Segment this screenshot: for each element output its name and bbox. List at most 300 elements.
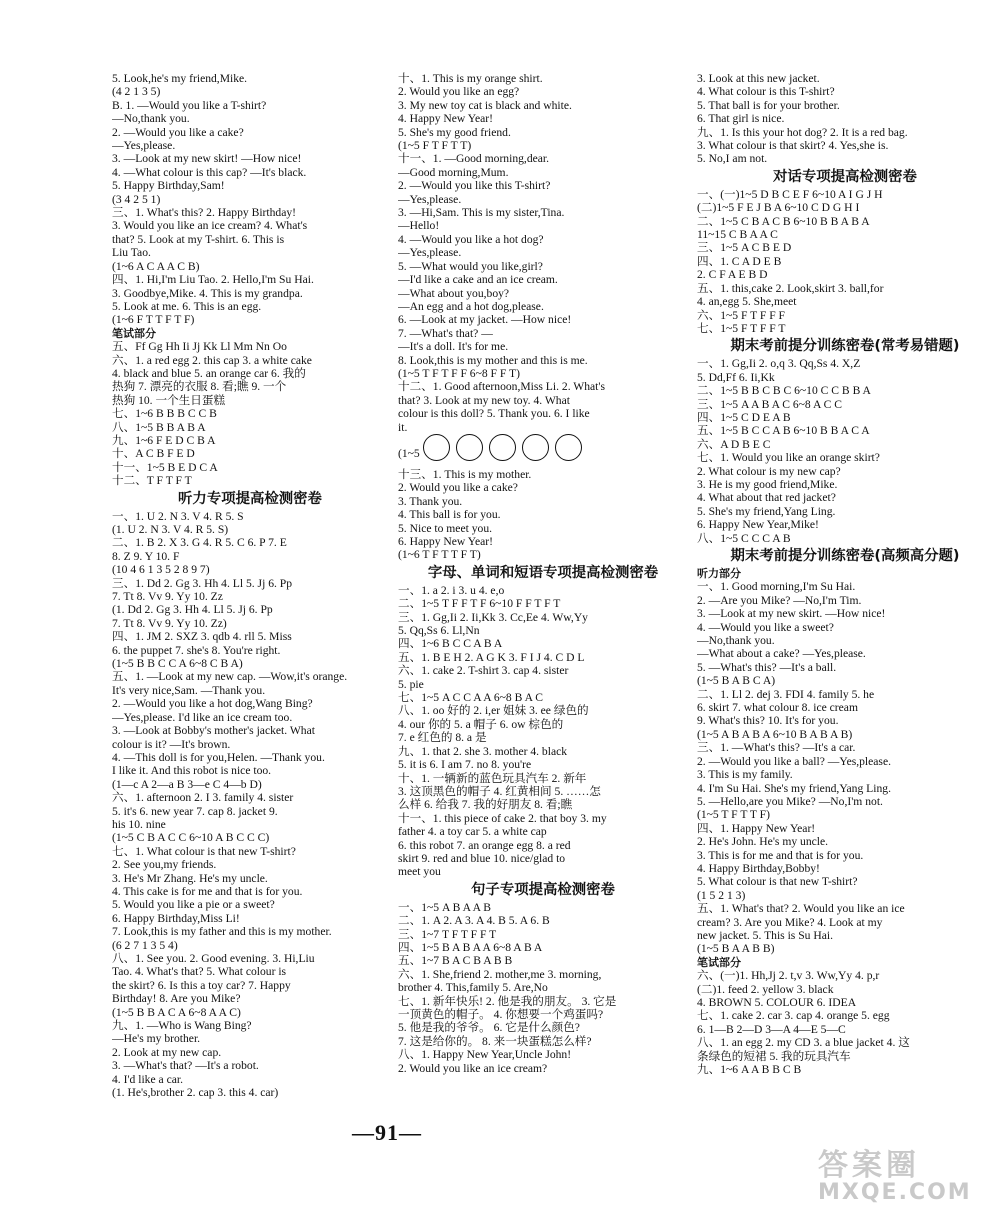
answer-line xyxy=(697,295,993,308)
answer-line xyxy=(112,845,388,858)
answer-text: 6. —Look at my jacket. —How nice! xyxy=(398,313,572,327)
answer-line xyxy=(112,711,388,724)
answer-text: it. xyxy=(398,420,408,434)
answer-line xyxy=(398,421,688,434)
answer-line xyxy=(697,228,993,241)
answer-text: 7. Tt 8. Vv 9. Yy 10. Zz) xyxy=(112,616,227,630)
answer-line xyxy=(697,1063,993,1076)
answer-line xyxy=(112,603,388,616)
answer-line xyxy=(697,398,993,411)
answer-text: —Yes,please. xyxy=(398,192,462,206)
answer-line xyxy=(398,981,688,994)
answer-line xyxy=(112,644,388,657)
answer-line xyxy=(112,630,388,643)
answer-line xyxy=(697,902,993,915)
answer-text: (1~6 A C A A C B) xyxy=(112,259,200,273)
answer-text: 4. What colour is this T-shirt? xyxy=(697,85,835,99)
answer-line xyxy=(398,179,688,192)
answer-text: —I'd like a cake and an ice cream. xyxy=(398,273,558,287)
answer-line xyxy=(697,929,993,942)
answer-line xyxy=(112,657,388,670)
answer-line xyxy=(112,563,388,576)
answer-text: 9. What's this? 10. It's for you. xyxy=(697,714,839,728)
answer-line xyxy=(398,206,688,219)
answer-text: 6. Happy New Year! xyxy=(398,535,493,548)
answer-line xyxy=(112,550,388,563)
answer-text: 二、1. B 2. X 3. G 4. R 5. C 6. P 7. E xyxy=(112,536,287,550)
answer-text: 五、1. What's that? 2. Would you like an ice xyxy=(697,902,905,916)
answer-line xyxy=(112,1006,388,1019)
answer-text: 二、1~5 T F F T F 6~10 F F T F T xyxy=(398,597,561,611)
answer-line xyxy=(398,495,688,508)
answer-line xyxy=(112,287,388,300)
answer-text: (1. He's,brother 2. cap 3. this 4. car) xyxy=(112,1086,279,1100)
answer-line xyxy=(398,1021,688,1034)
answer-text: 期末考前提分训练密卷(高频高分题) xyxy=(730,548,960,564)
answer-line xyxy=(398,941,688,954)
answer-text: 句子专项提高检测密卷 xyxy=(471,881,615,898)
answer-text: 3. Thank you. xyxy=(398,494,463,508)
section-heading xyxy=(398,879,688,901)
answer-text: 4. I'm Su Hai. She's my friend,Yang Ling. xyxy=(697,781,891,795)
answer-line xyxy=(112,354,388,367)
answer-text: (1~5 A B A B A 6~10 B A B A B) xyxy=(697,727,853,741)
answer-line xyxy=(112,380,388,393)
answer-text: 3. What colour is that skirt? 4. Yes,she is. xyxy=(697,139,889,153)
answer-text: 8. Z 9. Y 10. F xyxy=(112,549,180,563)
answer-line xyxy=(112,510,388,523)
answer-line xyxy=(697,532,993,545)
answer-line xyxy=(697,282,993,295)
answer-line xyxy=(398,367,688,380)
answer-text: 7. —What's that? — xyxy=(398,326,493,340)
answer-text: 一、1. Gg,Ii 2. o,q 3. Qq,Ss 4. X,Z xyxy=(697,357,861,371)
answer-text: 三、1~5 A A B A C 6~8 A C C xyxy=(697,397,842,411)
answer-line xyxy=(112,1046,388,1059)
answer-line xyxy=(398,745,688,758)
answer-text: —No,thank you. xyxy=(697,634,775,648)
answer-text: 二、1~5 C B A C B 6~10 B B A B A xyxy=(697,214,870,228)
answer-text: 2. See you,my friends. xyxy=(112,858,217,872)
answer-line xyxy=(697,438,993,451)
answer-text: 5. pie xyxy=(398,677,424,691)
answer-line xyxy=(112,166,388,179)
answer-line xyxy=(697,728,993,741)
answer-text: 2. He's John. He's my uncle. xyxy=(697,835,829,849)
answer-text: (1~5 xyxy=(398,447,420,461)
answer-text: (1~5 C B A C C 6~10 A B C C C) xyxy=(112,831,270,845)
answer-line xyxy=(112,1073,388,1086)
answer-text: 5. Qq,Ss 6. Ll,Nn xyxy=(398,624,480,638)
answer-line xyxy=(398,901,688,914)
answer-line xyxy=(398,772,688,785)
watermark-logo xyxy=(818,1140,986,1204)
answer-text: —It's a doll. It's for me. xyxy=(398,340,509,354)
answer-text: (二)1. feed 2. yellow 3. black xyxy=(697,982,834,996)
answer-text: 2. —Would you like a hot dog,Wang Bing? xyxy=(112,697,313,711)
answer-line xyxy=(112,617,388,630)
answer-text: 3. —Hi,Sam. This is my sister,Tina. xyxy=(398,206,565,220)
answer-text: 三、1. —What's this? —It's a car. xyxy=(697,741,856,755)
answer-line xyxy=(697,1036,993,1049)
answer-line xyxy=(697,607,993,620)
answer-text: 5. Look at me. 6. This is an egg. xyxy=(112,299,262,313)
answer-line xyxy=(398,481,688,494)
answer-text: 6. 1—B 2—D 3—A 4—E 5—C xyxy=(697,1022,846,1036)
answer-line xyxy=(697,478,993,491)
answer-line xyxy=(697,384,993,397)
answer-text: that? 3. Look at my new toy. 4. What xyxy=(398,393,570,407)
answer-text: (1~5 T F T T F) xyxy=(697,808,770,822)
answer-text: 5. it is 6. I am 7. no 8. you're xyxy=(398,758,532,772)
answer-line xyxy=(398,193,688,206)
answer-line xyxy=(697,875,993,888)
answer-line xyxy=(697,688,993,701)
answer-line xyxy=(697,309,993,322)
answer-line xyxy=(112,126,388,139)
answer-text: 4. —Would you like a hot dog? xyxy=(398,232,544,246)
answer-text: 4. Happy New Year! xyxy=(398,112,493,126)
answer-text: (10 4 6 1 3 5 2 8 9 7) xyxy=(112,563,210,577)
answer-line xyxy=(398,313,688,326)
answer-line xyxy=(697,969,993,982)
answer-text: 七、1. cake 2. car 3. cap 4. orange 5. egg xyxy=(697,1009,890,1023)
answer-text: 九、1~6 A A B B C B xyxy=(697,1063,802,1077)
answer-text: (1. U 2. N 3. V 4. R 5. S) xyxy=(112,523,229,536)
answer-text: 笔试部分 xyxy=(697,955,741,969)
section-heading xyxy=(697,166,993,188)
answer-text: his 10. nine xyxy=(112,817,166,831)
answer-line xyxy=(398,825,688,838)
answer-line xyxy=(398,954,688,967)
answer-line xyxy=(697,268,993,281)
answer-text: 一、1~5 A B A A B xyxy=(398,900,491,914)
answer-text: 五、1. —Look at my new cap. —Wow,it's orange. xyxy=(112,670,348,684)
answer-line xyxy=(398,1048,688,1061)
answer-text: It's very nice,Sam. —Thank you. xyxy=(112,683,266,697)
answer-line xyxy=(398,852,688,865)
answer-text: (1~5 B A B C A) xyxy=(697,674,776,688)
answer-text: 2. Would you like a cake? xyxy=(398,481,518,495)
answer-text: 听力部分 xyxy=(697,567,741,580)
answer-text: 三、1. Dd 2. Gg 3. Hh 4. Ll 5. Jj 6. Pp xyxy=(112,576,293,590)
answer-line xyxy=(398,995,688,1008)
answer-text: 十一、1. —Good morning,dear. xyxy=(398,152,550,166)
answer-text: —No,thank you. xyxy=(112,112,190,126)
answer-line xyxy=(697,1050,993,1063)
answer-line xyxy=(697,215,993,228)
answer-text: 么样 6. 给我 7. 我的好朋友 8. 看;瞧 xyxy=(398,798,573,812)
answer-text: 一、1. U 2. N 3. V 4. R 5. S xyxy=(112,509,244,523)
answer-text: (4 2 1 3 5) xyxy=(112,85,161,99)
answer-line xyxy=(112,912,388,925)
answer-text: 七、1~6 B B B C C B xyxy=(112,407,217,421)
answer-text: 2. —Would you like a cake? xyxy=(112,125,244,139)
answer-line xyxy=(697,983,993,996)
answer-line xyxy=(398,865,688,878)
watermark-text-top: 答案圈 xyxy=(818,1148,920,1183)
answer-text: (1~5 T F T F F 6~8 F F T) xyxy=(398,366,520,380)
answer-text: 2. Look at my new cap. xyxy=(112,1045,222,1059)
answer-text: 期末考前提分训练密卷(常考易错题) xyxy=(730,338,960,355)
answer-text: (1~5 B B C C A 6~8 C B A) xyxy=(112,657,243,671)
answer-text: 热狗 7. 漂亮的衣服 8. 看;瞧 9. 一个 xyxy=(112,380,287,394)
answer-line xyxy=(112,939,388,952)
answer-line xyxy=(697,661,993,674)
answer-text: 四、1~5 C D E A B xyxy=(697,410,791,424)
answer-line xyxy=(112,858,388,871)
answer-text: 八、1~5 B B A B A xyxy=(112,420,206,434)
part-heading xyxy=(697,567,993,580)
answer-text: skirt 9. red and blue 10. nice/glad to xyxy=(398,851,566,865)
answer-line xyxy=(398,535,688,548)
answer-line xyxy=(112,885,388,898)
answer-text: brother 4. This,family 5. Are,No xyxy=(398,981,548,995)
section-heading xyxy=(398,562,688,584)
answer-line xyxy=(112,1086,388,1099)
answer-text: 2. —Would you like this T-shirt? xyxy=(398,179,551,193)
answer-text: —He's my brother. xyxy=(112,1032,201,1046)
answer-text: (1. Dd 2. Gg 3. Hh 4. Ll 5. Jj 6. Pp xyxy=(112,603,273,617)
answer-text: 7. 这是给你的。 8. 来一块蛋糕怎么样? xyxy=(398,1034,592,1048)
answer-line xyxy=(697,139,993,152)
answer-line xyxy=(112,523,388,536)
answer-line xyxy=(697,465,993,478)
answer-text: 七、1. Would you like an orange skirt? xyxy=(697,451,880,465)
answer-text: Birthday! 8. Are you Mike? xyxy=(112,992,241,1006)
answer-text: 4. —What colour is this cap? —It's black. xyxy=(112,165,307,179)
watermark-text-bottom: MXQE.COM xyxy=(818,1180,972,1205)
answer-text: 3. This is my family. xyxy=(697,768,793,782)
answer-text: 六、(一)1. Hh,Jj 2. t,v 3. Ww,Yy 4. p,r xyxy=(697,969,880,983)
answer-text: 五、1~5 B C C A B 6~10 B B A C A xyxy=(697,424,870,438)
answer-text: (1 5 2 1 3) xyxy=(697,888,746,902)
answer-text: 5. Look,he's my friend,Mike. xyxy=(112,72,248,85)
answer-line xyxy=(112,139,388,152)
answer-line xyxy=(398,219,688,232)
answer-text: 2. Would you like an egg? xyxy=(398,85,520,99)
answer-text: 热狗 10. 一个生日蛋糕 xyxy=(112,393,226,407)
answer-line xyxy=(697,241,993,254)
answer-line xyxy=(697,112,993,125)
answer-line xyxy=(697,634,993,647)
answer-line xyxy=(697,768,993,781)
answer-text: 3. 这顶黑色的帽子 4. 红黄相间 5. ……怎 xyxy=(398,784,601,798)
answer-text: 2. —Would you like a ball? —Yes,please. xyxy=(697,754,891,768)
answer-line xyxy=(697,714,993,727)
answer-line xyxy=(697,99,993,112)
answer-line xyxy=(112,112,388,125)
answer-line xyxy=(398,664,688,677)
answer-text: 6. the puppet 7. she's 8. You're right. xyxy=(112,643,281,657)
answer-line xyxy=(697,255,993,268)
part-heading xyxy=(112,327,388,340)
answer-line xyxy=(112,407,388,420)
answer-text: 5. Dd,Ff 6. Ii,Kk xyxy=(697,370,775,384)
answer-line xyxy=(112,246,388,259)
answer-line xyxy=(398,624,688,637)
answer-line xyxy=(398,812,688,825)
answer-text: 五、1. this,cake 2. Look,skirt 3. ball,for xyxy=(697,281,884,295)
answer-text: 八、1~5 C C C A B xyxy=(697,531,791,545)
answer-text: 5. That ball is for your brother. xyxy=(697,98,840,112)
answer-line xyxy=(697,755,993,768)
answer-line xyxy=(398,1035,688,1048)
answer-line xyxy=(697,822,993,835)
answer-text: 5. She's my friend,Yang Ling. xyxy=(697,504,836,518)
answer-line xyxy=(112,724,388,737)
answer-text: 7. Tt 8. Vv 9. Yy 10. Zz xyxy=(112,590,223,604)
answer-line xyxy=(398,1062,688,1075)
answer-line xyxy=(112,805,388,818)
answer-line xyxy=(112,590,388,603)
answer-text: 对话专项提高检测密卷 xyxy=(773,168,917,185)
answer-line xyxy=(697,451,993,464)
answer-text: 4. BROWN 5. COLOUR 6. IDEA xyxy=(697,996,857,1009)
answer-line xyxy=(398,327,688,340)
answer-line xyxy=(112,340,388,353)
answer-text: 十二、1. Good afternoon,Miss Li. 2. What's xyxy=(398,380,606,394)
answer-line xyxy=(112,831,388,844)
answer-text: 一、(一)1~5 D B C E F 6~10 A I G J H xyxy=(697,187,883,201)
answer-line xyxy=(112,313,388,326)
answer-text: (二)1~5 F E J B A 6~10 C D G H I xyxy=(697,201,860,215)
answer-line xyxy=(112,421,388,434)
answer-text: 2. Would you like an ice cream? xyxy=(398,1061,548,1075)
answer-line xyxy=(697,1009,993,1022)
answer-text: colour is this doll? 5. Thank you. 6. I like xyxy=(398,407,590,421)
answer-text: 5. 他是我的爷爷。 6. 它是什么颜色? xyxy=(398,1021,580,1035)
answer-text: 3. —Look at my new skirt! —How nice! xyxy=(112,152,302,166)
answer-line xyxy=(697,188,993,201)
answer-text: 九、1. Is this your hot dog? 2. It is a red bag. xyxy=(697,125,908,139)
answer-line xyxy=(398,968,688,981)
answer-text: (1~5 B B A C A 6~8 A A C) xyxy=(112,1005,241,1019)
answer-text: 4. This ball is for you. xyxy=(398,508,501,522)
answer-text: —What about a cake? —Yes,please. xyxy=(697,647,866,661)
answer-line xyxy=(398,72,688,85)
answer-line xyxy=(398,651,688,664)
answer-text: 六、1~5 F T F F F xyxy=(697,308,786,322)
answer-text: 笔试部分 xyxy=(112,326,156,340)
answer-text: 一顶黄色的帽子。 4. 你想要一个鸡蛋吗? xyxy=(398,1008,604,1021)
answer-text: (1~6 T F T T F T) xyxy=(398,548,481,562)
answer-line xyxy=(112,965,388,978)
answer-line xyxy=(112,925,388,938)
answer-text: 十、1. This is my orange shirt. xyxy=(398,72,543,85)
answer-text: 四、1~5 B A B A A 6~8 A B A xyxy=(398,940,543,954)
sad-face-icon xyxy=(423,434,450,461)
answer-text: meet you xyxy=(398,865,441,879)
answer-text: 6. Happy New Year,Mike! xyxy=(697,518,819,532)
answer-text: 一、1. Good morning,I'm Su Hai. xyxy=(697,580,856,594)
answer-text: 三、1. What's this? 2. Happy Birthday! xyxy=(112,206,297,220)
answer-line xyxy=(697,580,993,593)
answer-line xyxy=(398,233,688,246)
happy-face-icon xyxy=(456,434,483,461)
answer-text: 4. This cake is for me and that is for you. xyxy=(112,884,303,898)
answer-line xyxy=(398,785,688,798)
answer-text: 十二、T F T F T xyxy=(112,474,192,488)
answer-line xyxy=(112,179,388,192)
answer-line xyxy=(697,942,993,955)
answer-text: 5. She's my good friend. xyxy=(398,125,511,139)
answer-text: 四、1~6 B C C A B A xyxy=(398,637,503,651)
answer-line xyxy=(398,246,688,259)
answer-text: 2. —Are you Mike? —No,I'm Tim. xyxy=(697,593,862,607)
answer-line xyxy=(112,872,388,885)
sad-face-icon xyxy=(522,434,549,461)
answer-line xyxy=(398,839,688,852)
answer-line xyxy=(697,621,993,634)
answer-line xyxy=(697,371,993,384)
answer-text: Liu Tao. xyxy=(112,246,151,260)
answer-line xyxy=(697,518,993,531)
answer-text: that? 5. Look at my T-shirt. 6. This is xyxy=(112,232,285,246)
answer-text: —Hello! xyxy=(398,219,440,233)
answer-line xyxy=(398,584,688,597)
answer-line xyxy=(112,670,388,683)
answer-line xyxy=(112,791,388,804)
answer-text: 5. it's 6. new year 7. cap 8. jacket 9. xyxy=(112,804,278,818)
answer-text: 九、1. that 2. she 3. mother 4. black xyxy=(398,744,568,758)
answer-line xyxy=(398,152,688,165)
answer-text: cream? 3. Are you Mike? 4. Look at my xyxy=(697,915,883,929)
answer-text: 4. our 你的 5. a 帽子 6. ow 棕色的 xyxy=(398,717,564,731)
answer-text: 4. —This doll is for you,Helen. —Thank you. xyxy=(112,750,325,764)
answer-line xyxy=(112,738,388,751)
answer-line xyxy=(398,758,688,771)
answer-text: 6. That girl is nice. xyxy=(697,112,785,126)
answer-line xyxy=(398,434,688,468)
happy-face-icon xyxy=(489,434,516,461)
answer-line xyxy=(398,380,688,393)
answer-text: 3. Goodbye,Mike. 4. This is my grandpa. xyxy=(112,286,303,300)
answer-text: 十、A C B F E D xyxy=(112,447,195,461)
answer-line xyxy=(697,741,993,754)
answer-text: —Yes,please. I'd like an ice cream too. xyxy=(112,710,293,724)
answer-line xyxy=(112,536,388,549)
answer-text: 5. —What would you like,girl? xyxy=(398,259,543,273)
answer-line xyxy=(697,594,993,607)
answer-text: 条绿色的短裙 5. 我的玩具汽车 xyxy=(697,1049,851,1063)
answer-text: 5. Nice to meet you. xyxy=(398,521,493,535)
answer-line xyxy=(398,126,688,139)
answer-line xyxy=(112,219,388,232)
answer-line xyxy=(398,340,688,353)
answer-text: 8. Look,this is my mother and this is me. xyxy=(398,353,588,367)
answer-text: 5. Would you like a pie or a sweet? xyxy=(112,898,275,912)
answer-text: (6 2 7 1 3 5 4) xyxy=(112,938,178,952)
answer-line xyxy=(398,166,688,179)
answer-line xyxy=(112,152,388,165)
answer-line xyxy=(112,992,388,1005)
answer-text: 11~15 C B A A C xyxy=(697,228,778,242)
answer-line xyxy=(112,952,388,965)
answer-line xyxy=(697,808,993,821)
answer-text: 5. What colour is that new T-shirt? xyxy=(697,875,858,889)
answer-line xyxy=(398,798,688,811)
answer-column-3 xyxy=(697,72,993,1076)
answer-text: 二、1. A 2. A 3. A 4. B 5. A 6. B xyxy=(398,914,550,928)
answer-line xyxy=(398,85,688,98)
answer-text: 5. —What's this? —It's a ball. xyxy=(697,660,837,674)
answer-line xyxy=(112,447,388,460)
smiley-faces-row xyxy=(420,434,585,468)
answer-text: father 4. a toy car 5. a white cap xyxy=(398,825,547,839)
answer-text: Tao. 4. What's that? 5. What colour is xyxy=(112,965,287,979)
answer-line xyxy=(697,126,993,139)
